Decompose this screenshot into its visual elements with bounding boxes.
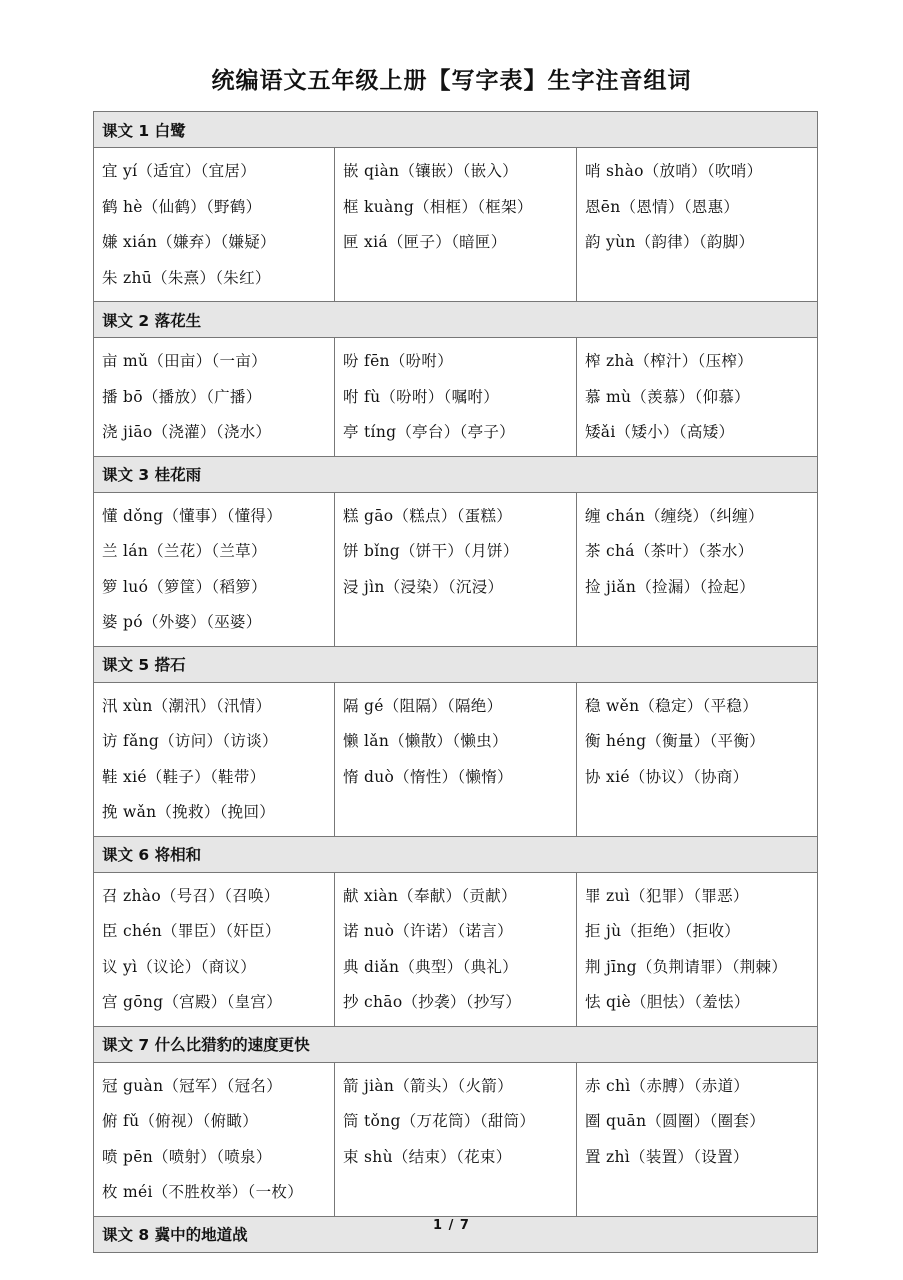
character-column	[335, 492, 577, 646]
section-heading: 课文 1 白鹭	[94, 112, 818, 148]
character-entry: 赤 chì（赤膊）（赤道）	[585, 1076, 750, 1095]
character-entry: 束 shù（结束）（花束）	[343, 1147, 512, 1166]
character-entry: 懂 dǒng（懂事）（懂得）	[102, 506, 283, 525]
character-entry: 糕 gāo（糕点）（蛋糕）	[343, 506, 513, 525]
character-entry: 召 zhào（号召）（召唤）	[102, 886, 280, 905]
character-entry: 浸 jìn（浸染）（沉浸）	[343, 577, 504, 596]
character-entry: 怯 qiè（胆怯）（羞怯）	[585, 993, 750, 1011]
section-header-row	[94, 302, 818, 338]
character-entry: 茶 chá（茶叶）（茶水）	[585, 542, 754, 560]
character-entry: 缠 chán（缠绕）（纠缠）	[585, 506, 764, 525]
character-column	[335, 148, 577, 302]
character-column	[577, 682, 818, 836]
character-entry: 鹤 hè（仙鹤）（野鹤）	[102, 197, 262, 216]
character-entry: 汛 xùn（潮汛）（汛情）	[102, 696, 272, 715]
character-entry: 隔 gé（阻隔）（隔绝）	[343, 696, 503, 715]
section-header-row	[94, 1026, 818, 1062]
character-entry: 捡 jiǎn（捡漏）（捡起）	[585, 577, 755, 596]
character-entry: 冠 guàn（冠军）（冠名）	[102, 1076, 283, 1095]
character-entry: 兰 lán（兰花）（兰草）	[102, 542, 267, 560]
section-heading: 课文 5 搭石	[94, 646, 818, 682]
character-column	[577, 1062, 818, 1216]
character-entry: 荆 jīng（负荆请罪）（荆棘）	[585, 957, 788, 976]
character-entry: 挽 wǎn（挽救）（挽回）	[102, 803, 276, 821]
character-entry: 榨 zhà（榨汁）（压榨）	[585, 352, 753, 370]
character-entry: 浇 jiāo（浇灌）（浇水）	[102, 423, 272, 441]
page-title: 统编语文五年级上册【写字表】生字注音组词	[211, 68, 692, 94]
character-entry: 朱 zhū（朱熹）（朱红）	[102, 268, 271, 287]
page-number: 1 / 7	[433, 1218, 470, 1233]
section-header-row	[94, 836, 818, 872]
character-column	[94, 682, 335, 836]
character-entry: 衡 héng（衡量）（平衡）	[585, 732, 765, 750]
character-entry: 诺 nuò（许诺）（诺言）	[343, 922, 513, 940]
character-entry: 哨 shào（放哨）（吹哨）	[585, 162, 763, 180]
section-header-row	[94, 646, 818, 682]
character-entry: 惰 duò（惰性）（懒惰）	[343, 767, 513, 786]
character-entry: 亭 tíng（亭台）（亭子）	[343, 423, 515, 441]
character-entry: 抄 chāo（抄袭）（抄写）	[343, 993, 522, 1011]
character-entry: 懒 lǎn（懒散）（懒虫）	[343, 732, 508, 750]
section-heading: 课文 7 什么比猎豹的速度更快	[94, 1026, 818, 1062]
section-body-row	[94, 1062, 818, 1216]
section-heading: 课文 8 冀中的地道战	[94, 1216, 818, 1252]
character-entry: 圈 quān（圆圈）（圈套）	[585, 1112, 766, 1130]
character-column	[335, 338, 577, 457]
section-body-row	[94, 148, 818, 302]
character-entry: 吩 fēn（吩咐）	[343, 352, 454, 370]
character-entry: 拒 jù（拒绝）（拒收）	[585, 922, 741, 940]
character-entry: 稳 wěn（稳定）（平稳）	[585, 696, 759, 715]
character-entry: 宫 gōng（宫殿）（皇宫）	[102, 993, 283, 1011]
character-column	[94, 338, 335, 457]
character-column	[577, 338, 818, 457]
character-entry: 亩 mǔ（田亩）（一亩）	[102, 352, 267, 370]
section-body-row	[94, 492, 818, 646]
section-body-row	[94, 682, 818, 836]
character-entry: 饼 bǐng（饼干）（月饼）	[343, 542, 519, 560]
character-entry: 典 diǎn（典型）（典礼）	[343, 957, 518, 976]
character-entry: 访 fǎng（访问）（访谈）	[102, 732, 278, 750]
character-entry: 嫌 xián（嫌弃）（嫌疑）	[102, 233, 276, 251]
character-column	[94, 872, 335, 1026]
character-entry: 臣 chén（罪臣）（奸臣）	[102, 922, 281, 940]
section-header-row	[94, 456, 818, 492]
section-body-row	[94, 872, 818, 1026]
character-entry: 宜 yí（适宜）（宜居）	[102, 162, 256, 180]
character-entry: 婆 pó（外婆）（巫婆）	[102, 613, 262, 631]
character-column	[335, 682, 577, 836]
character-entry: 议 yì（议论）（商议）	[102, 957, 256, 976]
character-entry: 播 bō（播放）（广播）	[102, 387, 262, 406]
section-heading: 课文 6 将相和	[94, 836, 818, 872]
character-column	[577, 872, 818, 1026]
character-entry: 箭 jiàn（箭头）（火箭）	[343, 1076, 513, 1095]
character-entry: 匣 xiá（匣子）（暗匣）	[343, 233, 507, 251]
character-entry: 韵 yùn（韵律）（韵脚）	[585, 233, 755, 251]
character-column	[94, 148, 335, 302]
section-header-row	[94, 112, 818, 148]
character-entry: 罪 zuì（犯罪）（罪恶）	[585, 886, 749, 905]
character-entry: 喷 pēn（喷射）（喷泉）	[102, 1147, 272, 1166]
character-entry: 鞋 xié（鞋子）（鞋带）	[102, 767, 266, 786]
character-entry: 恩ēn（恩情）（恩惠）	[585, 197, 740, 216]
character-entry: 筒 tǒng（万花筒）（甜筒）	[343, 1112, 536, 1130]
character-entry: 嵌 qiàn（镶嵌）（嵌入）	[343, 162, 518, 180]
character-column	[94, 492, 335, 646]
character-entry: 置 zhì（装置）（设置）	[585, 1147, 749, 1166]
character-entry: 枚 méi（不胜枚举）（一枚）	[102, 1183, 304, 1201]
section-heading: 课文 3 桂花雨	[94, 456, 818, 492]
character-column	[577, 492, 818, 646]
character-entry: 矮ǎi（矮小）（高矮）	[585, 423, 735, 441]
character-entry: 协 xié（协议）（协商）	[585, 767, 749, 786]
character-table	[93, 111, 818, 1253]
character-entry: 慕 mù（羡慕）（仰慕）	[585, 387, 750, 406]
character-column	[94, 1062, 335, 1216]
character-entry: 箩 luó（箩筐）（稻箩）	[102, 577, 267, 596]
character-entry: 咐 fù（吩咐）（嘱咐）	[343, 387, 499, 406]
character-entry: 献 xiàn（奉献）（贡献）	[343, 886, 517, 905]
character-column	[335, 1062, 577, 1216]
character-column	[577, 148, 818, 302]
section-body-row	[94, 338, 818, 457]
section-heading: 课文 2 落花生	[94, 302, 818, 338]
character-entry: 框 kuàng（相框）（框架）	[343, 197, 533, 216]
character-entry: 俯 fǔ（俯视）（俯瞰）	[102, 1112, 258, 1130]
character-column	[335, 872, 577, 1026]
